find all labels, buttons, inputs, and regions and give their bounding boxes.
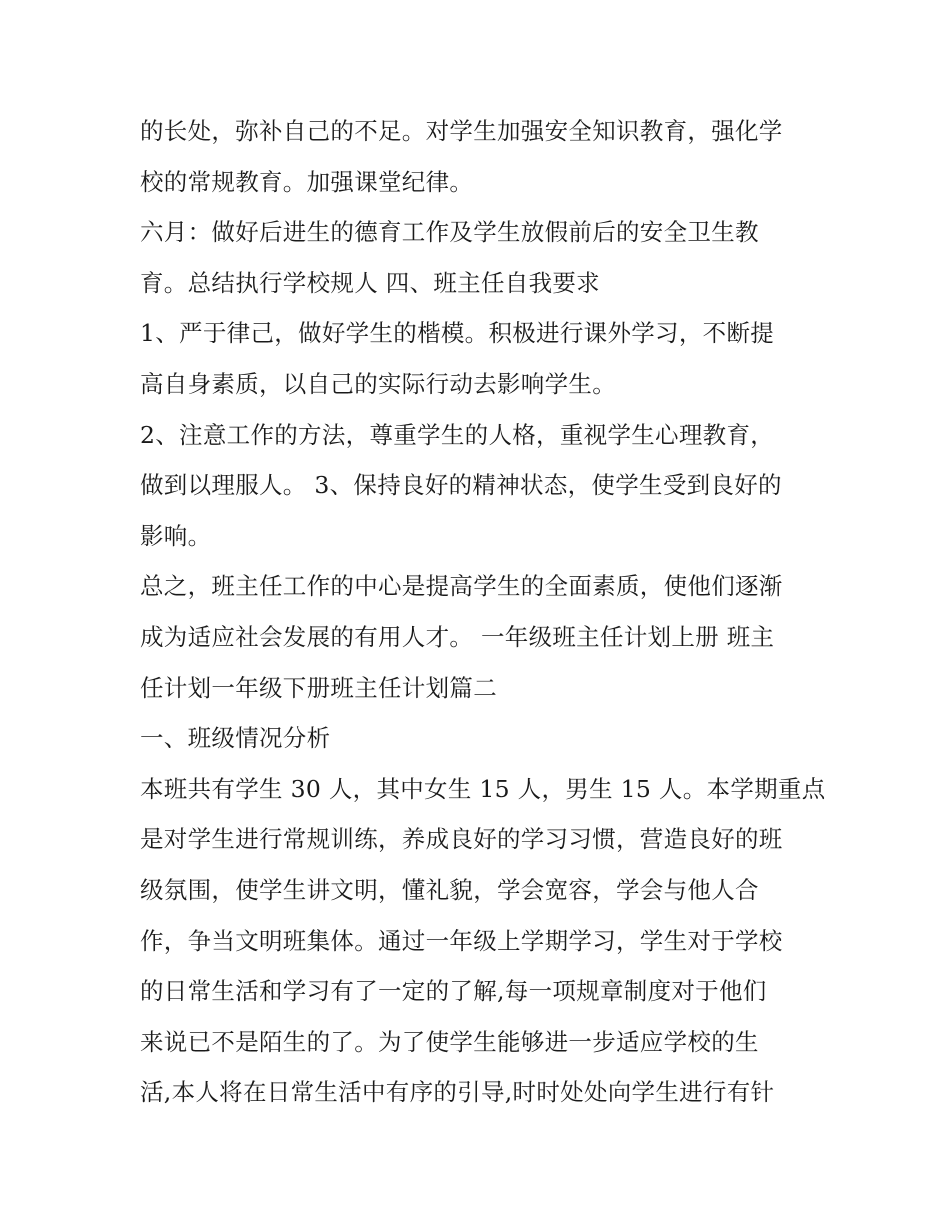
paragraph-requirement-1 <box>140 308 840 409</box>
text-line: 的日常生活和学习有了一定的了解,每一项规章制度对于他们 <box>140 977 767 1006</box>
text-line: 作，争当文明班集体。通过一年级上学期学习，学生对于学校 <box>140 926 783 955</box>
text-line: 一、班级情况分析 <box>140 724 331 753</box>
paragraph-end-of-may-plan <box>140 106 840 207</box>
text-line: 育。总结执行学校规人 四、班主任自我要求 <box>140 268 600 297</box>
section-heading-class-analysis <box>140 713 840 764</box>
text-line: 2、注意工作的方法，尊重学生的人格，重视学生心理教育， <box>140 420 775 449</box>
text-line: 高自身素质，以自己的实际行动去影响学生。 <box>140 369 616 398</box>
text-line: 校的常规教育。加强课堂纪律。 <box>140 167 474 196</box>
text-line: 的长处，弥补自己的不足。对学生加强安全知识教育，强化学 <box>140 117 783 145</box>
paragraph-summary <box>140 561 840 713</box>
text-line: 级氛围，使学生讲文明，懂礼貌，学会宽容，学会与他人合 <box>140 875 759 904</box>
text-line: 做到以理服人。 3、保持良好的精神状态，使学生受到良好的 <box>140 471 782 500</box>
text-line: 总之，班主任工作的中心是提高学生的全面素质，使他们逐渐 <box>140 572 783 601</box>
paragraph-class-analysis <box>140 764 840 1118</box>
text-line: 成为适应社会发展的有用人才。 一年级班主任计划上册 班主 <box>140 622 775 651</box>
text-line: 是对学生进行常规训练，养成良好的学习习惯，营造良好的班 <box>140 825 783 854</box>
text-line: 影响。 <box>140 521 212 550</box>
text-line: 来说已不是陌生的了。为了使学生能够进一步适应学校的生 <box>140 1027 759 1056</box>
paragraph-june-plan <box>140 207 840 308</box>
paragraph-requirement-2-3 <box>140 410 840 562</box>
text-line: 本班共有学生 30 人，其中女生 15 人，男生 15 人。本学期重点 <box>140 774 826 803</box>
text-line: 活,本人将在日常生活中有序的引导,时时处处向学生进行有针 <box>140 1078 775 1107</box>
document-body <box>140 106 840 1118</box>
text-line: 任计划一年级下册班主任计划篇二 <box>140 673 497 702</box>
text-line: 1、严于律己，做好学生的楷模。积极进行课外学习，不断提 <box>140 319 775 348</box>
text-line: 六月：做好后进生的德育工作及学生放假前后的安全卫生教 <box>140 218 759 247</box>
